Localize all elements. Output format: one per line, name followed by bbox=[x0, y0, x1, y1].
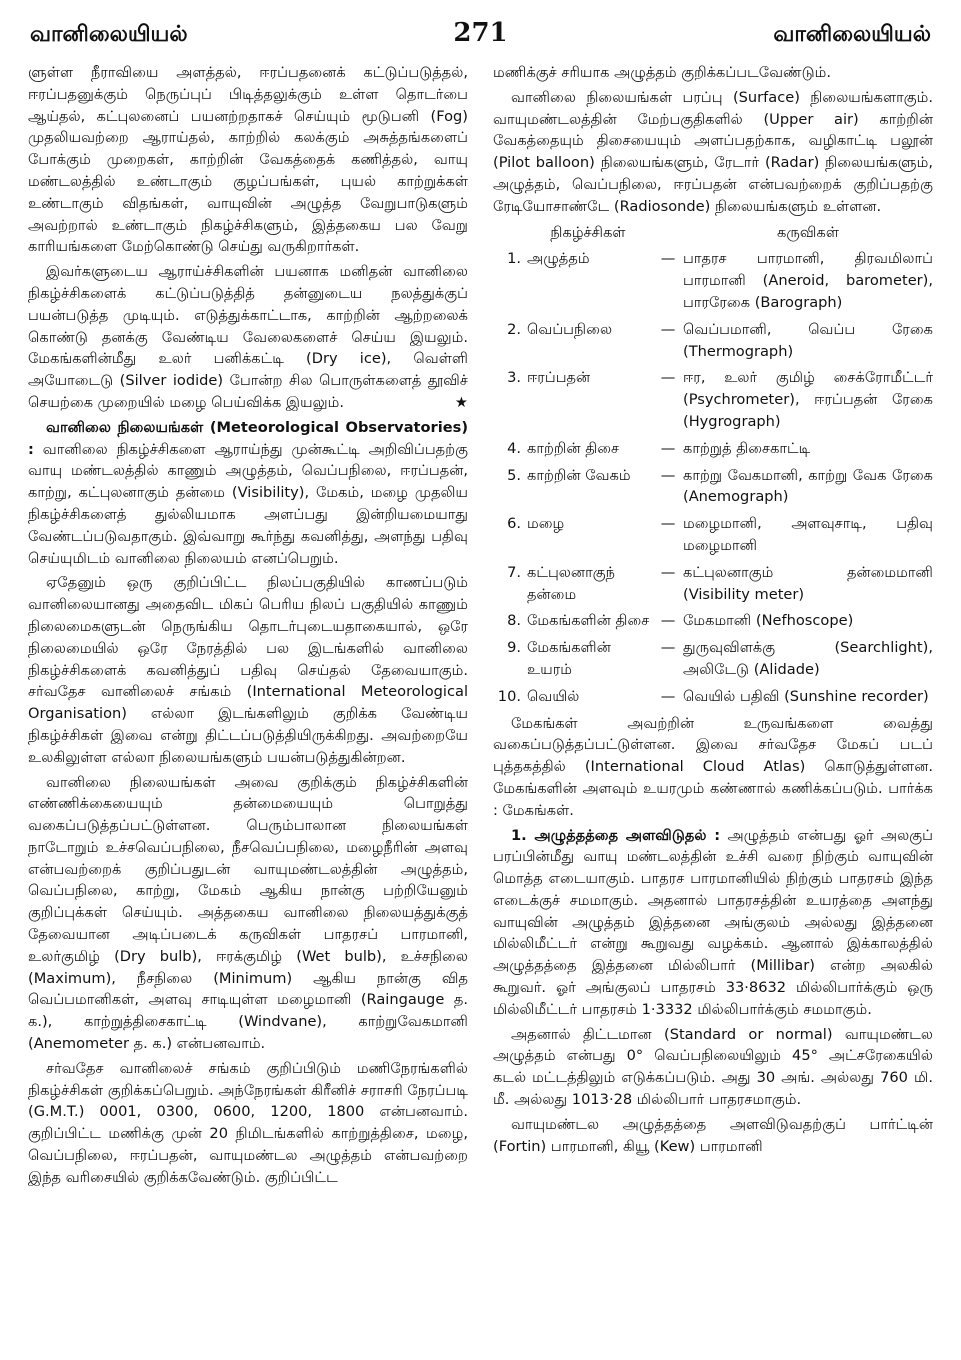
paragraph-text: வானிலை நிகழ்ச்சிகளை ஆராய்ந்து முன்கூட்டி அறிவிப்பதற்கு வாயு மண்டலத்தில் காணும் அழுத்தம், வெப்பநிலை, ஈரப்பதன், காற்று, கட்புலனாகும் தன்மை (Visibility), மேகம், மழை முதலிய நிகழ்ச்சிகளைத் துல்லியமாக அளப்பது இன்றியமையாது வேண்டப்படுவதாகும். இவ்வாறு கூர்ந்து கவனித்து, அளந்து பதிவு செய்யுமிடம் வானிலை நிலையம் எனப்பெறும். bbox=[28, 440, 468, 567]
table-row bbox=[493, 637, 933, 681]
paragraph: ஏதேனும் ஒரு குறிப்பிட்ட நிலப்பகுதியில் காணப்படும் வானிலையானது அதைவிட மிகப் பெரிய நிலப் பகுதியில் காணும் நிலைமைகளுடன் நெருங்கிய தொடர்புடையதாகையால், ஒரே நிலைமையில் ஒரே நேரத்தில் பல இடங்களில் வானிலை நிகழ்ச்சிகளைக் கவனித்துப் பதிவு செய்தல் தேவையாகும். சர்வதேச வானிலைச் சங்கம் (International Meteorological Organisation) எல்லா இடங்களிலும் குறிக்க வேண்டிய நிகழ்ச்சிகள் இவை என்று திட்டப்படுத்தியிருக்கிறது. அவற்றையே உலகிலுள்ள எல்லா நிலையங்களும் பயன்படுத்துகின்றன. bbox=[28, 574, 468, 766]
row-number: 1. bbox=[507, 250, 521, 268]
event-cell: மழை bbox=[527, 515, 565, 533]
instrument-cell: காற்றுத் திசைகாட்டி bbox=[683, 439, 811, 457]
paragraph bbox=[28, 417, 468, 570]
event-cell: அழுத்தம் bbox=[527, 250, 590, 268]
table-row bbox=[493, 248, 933, 313]
instrument-cell: ஈர, உலர் குமிழ் சைக்ரோமீட்டர் (Psychrometer), ஈரப்பதன் ரேகை (Hygrograph) bbox=[683, 369, 933, 430]
dash-cell: — bbox=[660, 687, 676, 705]
section-heading: வானிலை நிலையங்கள் (Meteorological Observatories) : bbox=[28, 418, 468, 458]
table-row bbox=[493, 319, 933, 363]
star-icon: ★ bbox=[454, 393, 468, 411]
event-cell: ஈரப்பதன் bbox=[527, 369, 591, 387]
paragraph: மணிக்குச் சரியாக அழுத்தம் குறிக்கப்படவேண்டும். bbox=[493, 64, 832, 81]
table-row bbox=[493, 610, 933, 632]
instrument-cell: மேகமானி (Nefhoscope) bbox=[683, 612, 854, 630]
paragraph bbox=[493, 825, 933, 1021]
row-number: 6. bbox=[507, 515, 521, 533]
row-number: 5. bbox=[507, 466, 521, 484]
row-number: 7. bbox=[507, 563, 521, 581]
dash-cell: — bbox=[660, 250, 676, 268]
paragraph: அதனால் திட்டமான (Standard or normal) வாயுமண்டல அழுத்தம் என்பது 0° வெப்பநிலையிலும் 45° அட்சரேகையில் கடல் மட்டத்திலும் எடுக்கப்படும். அது 30 அங். அல்லது 760 மி. மீ. அல்லது 1013·28 மில்லிபார் பாதரசமாகும். bbox=[493, 1025, 933, 1109]
event-cell: மேகங்களின் உயரம் bbox=[527, 639, 611, 678]
page-number: 271 bbox=[453, 18, 508, 48]
dash-cell: — bbox=[660, 612, 676, 630]
row-number: 3. bbox=[507, 369, 521, 387]
running-title-right: வானிலையியல் bbox=[773, 22, 931, 47]
paragraph: வானிலை நிலையங்கள் பரப்பு (Surface) நிலையங்களாகும். வாயுமண்டலத்தின் மேற்பகுதிகளில் (Upper air) காற்றின் வேகத்தையும் திசையையும் அளப்பதற்காக, வழிகாட்டி பலூன் (Pilot balloon) நிலையங்களும், ரேடார் (Radar) நிலையங்களும், அழுத்தம், வெப்பநிலை, ஈரப்பதன் என்பவற்றைக் குறிப்பதற்கு ரேடியோசாண்டே (Radiosonde) நிலையங்களும் உள்ளன. bbox=[493, 88, 933, 215]
paragraph-text: அழுத்தம் என்பது ஓர் அலகுப் பரப்பின்மீது வாயு மண்டலத்தின் உச்சி வரை நிற்கும் வாயுவின் மொத்த எடையாகும். பாதரச பாரமானியில் நிற்கும் பாதரசம் இந்த எடைக்குச் சமமாகும். அதனால் பாதரசத்தின் உயரத்தை அளந்து வாயுவின் அழுத்தம் இத்தனை அங்குலம் அல்லது இத்தனை மில்லிமீட்டர் என்று கூறுவது வழக்கம். ஆனால் இக்காலத்தில் அழுத்தத்தை இத்தனை மில்லிபார் (Millibar) என்ற அலகில் கூறுவர். ஓர் அங்குலப் பாதரசம் 33·8632 மில்லிபார்க்கும் ஒரு மில்லிமீட்டர் பாதரசம் 1·3332 மில்லிபார்க்கும் சமமாகும். bbox=[493, 826, 933, 1018]
row-number: 4. bbox=[507, 439, 521, 457]
table-row bbox=[493, 465, 933, 509]
event-cell: காற்றின் வேகம் bbox=[527, 466, 631, 484]
table-row bbox=[493, 686, 933, 708]
running-title-left: வானிலையியல் bbox=[30, 22, 188, 47]
row-number: 10. bbox=[497, 687, 521, 705]
paragraph-text: இவர்களுடைய ஆராய்ச்சிகளின் பயனாக மனிதன் வானிலை நிகழ்ச்சிகளைக் கட்டுப்படுத்தித் தன்னுடைய நலத்துக்குப் பயன்படுத்த முடியும். எடுத்துக்காட்டாக, காற்றின் ஆற்றலைக் கொண்டு தனக்கு வேண்டிய வேலைகளைச் செய்ய இயலும். மேகங்களின்மீது உலர் பனிக்கட்டி (Dry ice), வெள்ளி அயோடைடு (Silver iodide) போன்ற சில பொருள்களைத் தூவிச் செயற்கை முறையில் மழை பெய்விக்க இயலும். bbox=[28, 263, 468, 411]
dash-cell: — bbox=[660, 563, 676, 581]
instrument-table-header bbox=[493, 222, 933, 244]
instrument-cell: மழைமானி, அளவுசாடி, பதிவு மழைமானி bbox=[683, 515, 933, 554]
instrument-table bbox=[493, 248, 933, 707]
dash-cell: — bbox=[660, 515, 676, 533]
paragraph: வாயுமண்டல அழுத்தத்தை அளவிடுவதற்குப் பார்ட்டின் (Fortin) பாரமானி, கியூ (Kew) பாரமானி bbox=[493, 1115, 933, 1155]
table-row bbox=[493, 367, 933, 432]
event-cell: வெப்பநிலை bbox=[527, 320, 613, 338]
row-number: 8. bbox=[507, 612, 521, 630]
paragraph bbox=[28, 261, 468, 414]
table-row bbox=[493, 438, 933, 460]
row-number: 2. bbox=[507, 320, 521, 338]
instrument-cell: வெப்பமானி, வெப்ப ரேகை (Thermograph) bbox=[683, 320, 933, 360]
dash-cell: — bbox=[660, 439, 676, 457]
right-column bbox=[493, 62, 933, 1354]
left-column bbox=[28, 62, 468, 1354]
event-cell: வெயில் bbox=[527, 687, 580, 705]
page-header bbox=[30, 18, 931, 58]
paragraph: வானிலை நிலையங்கள் அவை குறிக்கும் நிகழ்ச்சிகளின் எண்ணிக்கையையும் தன்மையையும் பொறுத்து வகைப்படுத்தப்பட்டுள்ளன. பெரும்பாலான நிலையங்கள் நாடோறும் உச்சவெப்பநிலை, நீசவெப்பநிலை, மழைநீரின் அளவு என்பவற்றைக் குறிப்பதுடன் வாயுமண்டலத்தின் அழுத்தம், வெப்பநிலை, காற்று, மேகம் ஆகிய நான்கு பற்றியேனும் குறிப்புக்கள் செய்யும். அத்தகைய வானிலை நிலையத்துக்குத் தேவையான அடிப்படைக் கருவிகள் பாதரசப் பாரமானி, உலர்குமிழ் (Dry bulb), ஈரக்குமிழ் (Wet bulb), உச்சநிலை (Maximum), நீசநிலை (Minimum) ஆகிய நான்கு வித வெப்பமானிகள், அளவு சாடியுள்ள மழைமானி (Raingauge த. க.), காற்றுத்திசைகாட்டி (Windvane), காற்றுவேகமானி (Anemometer த. க.) என்பனவாம். bbox=[28, 773, 468, 1053]
table-row bbox=[493, 513, 933, 557]
row-number: 9. bbox=[507, 639, 521, 657]
paragraph: மேகங்கள் அவற்றின் உருவங்களை வைத்து வகைப்படுத்தப்பட்டுள்ளன. இவை சர்வதேச மேகப் படப் புத்தகத்தில் (International Cloud Atlas) கொடுத்துள்ளன. மேகங்களின் அளவும் உயரமும் கண்ணால் கணிக்கப்படும். பார்க்க : மேகங்கள். bbox=[493, 714, 933, 819]
instrument-cell: வெயில் பதிவி (Sunshine recorder) bbox=[683, 687, 929, 705]
column-header-instruments: கருவிகள் bbox=[777, 223, 839, 241]
instrument-cell: பாதரச பாரமானி, திரவமிலாப் பாரமானி (Aneroid, barometer), பாரரேகை (Barograph) bbox=[683, 250, 933, 311]
table-row bbox=[493, 562, 933, 606]
dash-cell: — bbox=[660, 466, 676, 484]
dash-cell: — bbox=[660, 320, 676, 338]
paragraph: ளுள்ள நீராவியை அளத்தல், ஈரப்பதனைக் கட்டுப்படுத்தல், ஈரப்பதனுக்கும் நெருப்புப் பிடித்தலுக்கும் உள்ள தொடர்பை ஆய்தல், கட்புலனைப் பயனற்றதாகச் செய்யும் மூடுபனி (Fog) முதலியவற்றை ஆராய்தல், காற்றில் கலக்கும் அசுத்தங்களைப் போக்கும் முறைகள், காற்றின் வேகத்தைக் கணித்தல், வாயு மண்டலத்தில் உண்டாகும் குழப்பங்கள், புயல் காற்றுக்கள் உண்டாகும் விதங்கள், வாயுவின் அழுத்த வேறுபாடுகளும் அவற்றால் உண்டாகும் நிகழ்ச்சிகளும், இத்தகைய பல வேறு காரியங்களை மேற்கொண்டு செய்து வருகிறார்கள். bbox=[28, 64, 468, 256]
instrument-cell: துருவுவிளக்கு (Searchlight), அலிடேடு (Alidade) bbox=[683, 639, 933, 678]
paragraph: சர்வதேச வானிலைச் சங்கம் குறிப்பிடும் மணிநேரங்களில் நிகழ்ச்சிகள் குறிக்கப்பெறும். அந்நேரங்கள் கிரீனிச் சராசரி நேரப்படி (G.M.T.) 0001, 0300, 0600, 1200, 1800 என்பனவாம். குறிப்பிட்ட மணிக்கு முன் 20 நிமிடங்களில் காற்றுத்திசை, மழை, வெப்பநிலை, ஈரப்பதன், வாயுமண்டல அழுத்தம் என்பவற்றை இந்த வரிசையில் குறிக்கவேண்டும். குறிப்பிட்ட bbox=[28, 1059, 468, 1186]
instrument-cell: காற்று வேகமானி, காற்று வேக ரேகை (Anemograph) bbox=[683, 466, 933, 506]
dash-cell: — bbox=[660, 369, 676, 387]
event-cell: மேகங்களின் திசை bbox=[527, 612, 650, 630]
section-heading: 1. அழுத்தத்தை அளவிடுதல் : bbox=[511, 826, 721, 844]
instrument-cell: கட்புலனாகும் தன்மைமானி (Visibility meter) bbox=[683, 563, 933, 603]
event-cell: காற்றின் திசை bbox=[527, 439, 620, 457]
event-cell: கட்புலனாகுந் தன்மை bbox=[527, 563, 615, 603]
column-header-events: நிகழ்ச்சிகள் bbox=[550, 223, 626, 241]
dash-cell: — bbox=[660, 639, 676, 657]
